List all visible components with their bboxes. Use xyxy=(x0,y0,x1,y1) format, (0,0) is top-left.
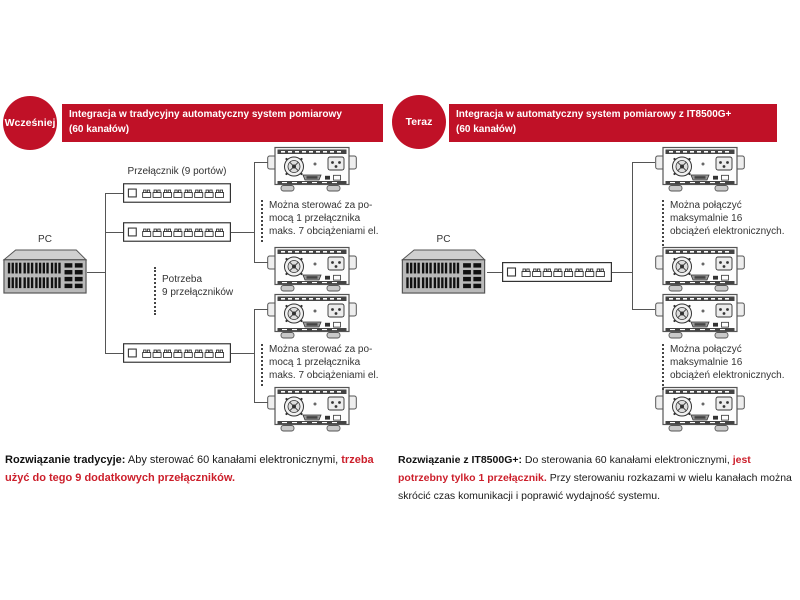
right-solution-normal1: Do sterowania 60 kanałami elektronicznymi, xyxy=(522,454,733,466)
ellipsis-dots xyxy=(662,200,664,246)
left-solution-text xyxy=(5,451,390,487)
badge-teraz-label: Teraz xyxy=(405,116,433,128)
connector-line xyxy=(231,353,254,354)
electronic-load-icon xyxy=(267,146,357,192)
connector-line xyxy=(487,272,502,273)
ellipsis-dots xyxy=(662,344,664,390)
connector-line xyxy=(105,193,106,354)
left-solution-highlight: trzeba użyć do tego 9 dodatkowych przełączników. xyxy=(5,454,374,484)
badge-wczesniej xyxy=(3,96,57,150)
connector-line xyxy=(254,162,255,263)
badge-wczesniej-label: Wcześniej xyxy=(4,117,56,129)
connector-line xyxy=(612,272,632,273)
right-note-top-line3: obciążeń elektronicznych. xyxy=(670,226,785,237)
right-solution-highlight: jest potrzebny tylko 1 przełącznik. xyxy=(398,454,751,484)
left-solution-normal: Aby sterować 60 kanałami elektronicznymi, xyxy=(125,454,342,466)
left-need-note-line1: Potrzeba xyxy=(162,274,203,285)
electronic-load-icon xyxy=(267,386,357,432)
left-solution-heading: Rozwiązanie tradycyje: xyxy=(5,454,126,466)
right-note-top xyxy=(670,199,785,238)
left-note-top xyxy=(269,199,379,238)
left-note-top-line2: mocą 1 przełącznika xyxy=(269,213,361,224)
ellipsis-dots xyxy=(154,267,156,315)
ellipsis-dots xyxy=(261,200,263,242)
right-note-bottom-line3: obciążeń elektronicznych. xyxy=(670,370,785,381)
right-note-bottom-line1: Można połączyć xyxy=(670,344,742,355)
electronic-load-icon xyxy=(267,246,357,292)
pc-icon xyxy=(400,248,487,295)
connector-line xyxy=(106,353,123,354)
connector-line xyxy=(87,272,105,273)
left-need-note xyxy=(162,273,233,299)
left-note-top-line1: Można sterować za po- xyxy=(269,200,373,211)
ellipsis-dots xyxy=(261,344,263,386)
left-note-top-line3: maks. 7 obciążeniami el. xyxy=(269,226,379,237)
right-pc-label: PC xyxy=(436,234,451,245)
electronic-load-icon xyxy=(655,386,745,432)
right-solution-heading: Rozwiązanie z IT8500G+: xyxy=(398,454,523,466)
right-note-bottom xyxy=(670,343,785,382)
left-note-bottom-line1: Można sterować za po- xyxy=(269,344,373,355)
right-title-line1: Integracja w automatyczny system pomiarowy z IT8500G+ xyxy=(456,109,732,120)
left-note-bottom xyxy=(269,343,379,382)
connector-line xyxy=(106,232,123,233)
left-need-note-line2: 9 przełączników xyxy=(162,287,234,298)
connector-line xyxy=(231,232,254,233)
badge-teraz xyxy=(392,95,446,149)
connector-line xyxy=(633,162,655,163)
left-title-line2: (60 kanałów) xyxy=(69,123,130,135)
network-switch-icon xyxy=(502,262,612,282)
right-note-top-line2: maksymalnie 16 xyxy=(670,213,743,224)
right-solution-normal2: Przy sterowaniu rozkazami w wielu kanałach można skrócić czas komunikacji i poprawić wydajność systemu. xyxy=(398,472,792,502)
right-title-line2: (60 kanałów) xyxy=(456,123,517,135)
right-solution-text xyxy=(398,451,798,505)
connector-line xyxy=(633,309,655,310)
network-switch-icon xyxy=(123,343,231,363)
connector-line xyxy=(106,193,123,194)
pc-icon xyxy=(2,248,88,295)
left-switch-label: Przełącznik (9 portów) xyxy=(127,166,227,177)
right-note-top-line1: Można połączyć xyxy=(670,200,742,211)
electronic-load-icon xyxy=(655,293,745,339)
network-switch-icon xyxy=(123,222,231,242)
left-note-bottom-line3: maks. 7 obciążeniami el. xyxy=(269,370,379,381)
left-note-bottom-line2: mocą 1 przełącznika xyxy=(269,357,361,368)
connector-line xyxy=(632,162,633,310)
network-switch-icon xyxy=(123,183,231,203)
right-title-bar xyxy=(449,104,777,142)
electronic-load-icon xyxy=(655,246,745,292)
connector-line xyxy=(254,309,255,403)
electronic-load-icon xyxy=(267,293,357,339)
left-pc-label: PC xyxy=(38,234,52,245)
left-title-bar xyxy=(62,104,383,142)
right-note-bottom-line2: maksymalnie 16 xyxy=(670,357,743,368)
left-title-line1: Integracja w tradycyjny automatyczny system pomiarowy xyxy=(69,109,342,120)
electronic-load-icon xyxy=(655,146,745,192)
